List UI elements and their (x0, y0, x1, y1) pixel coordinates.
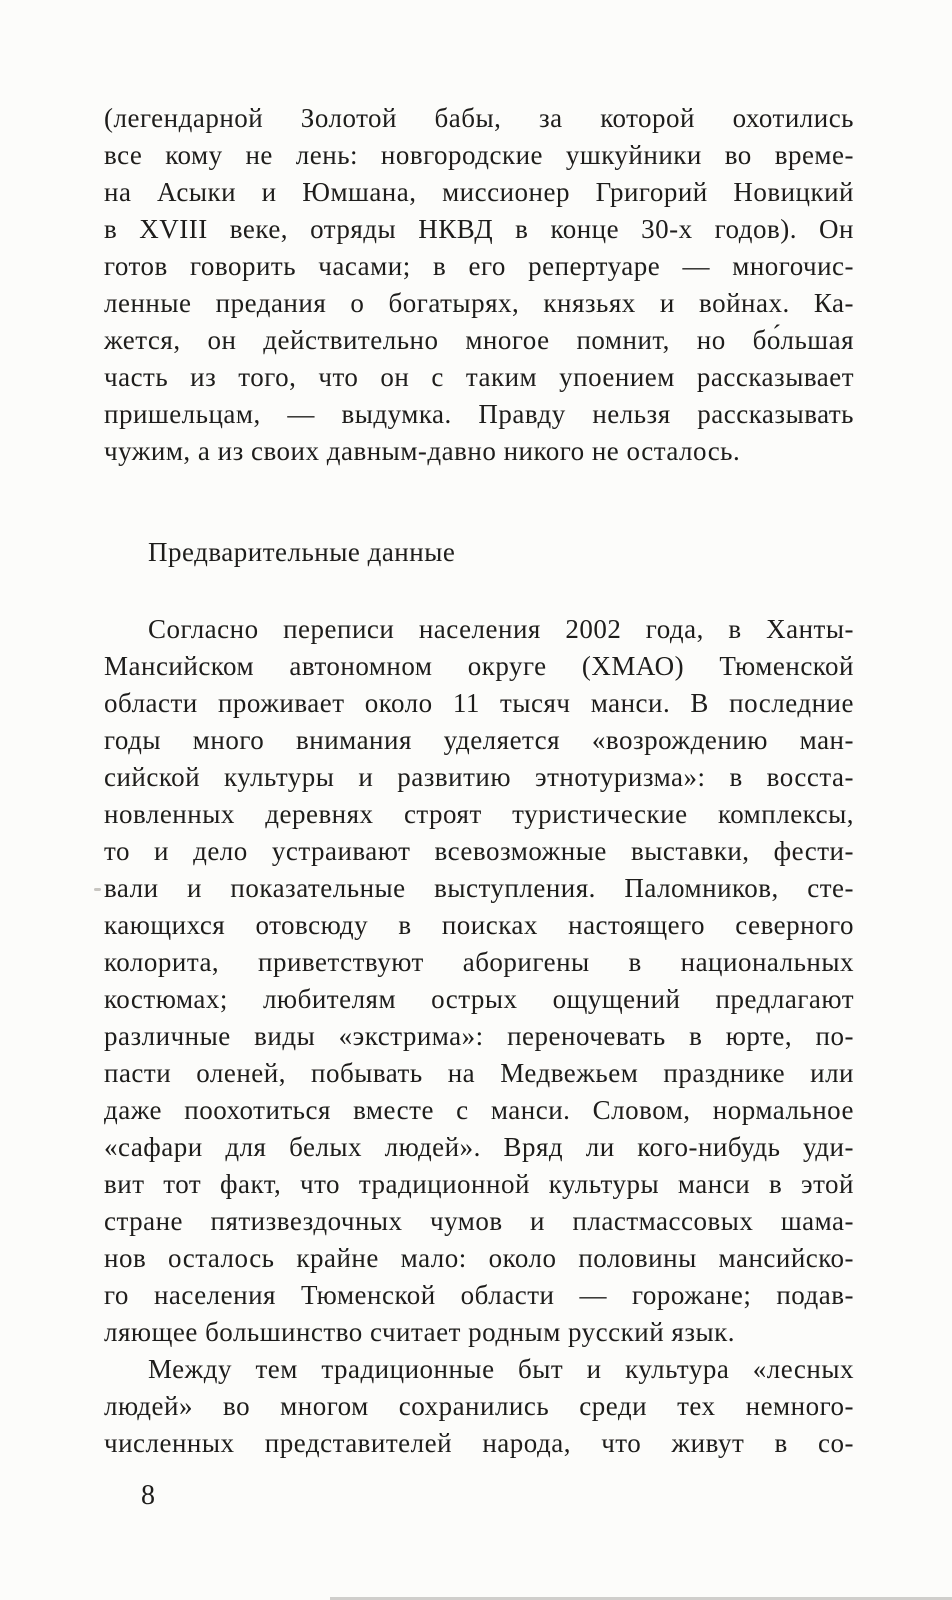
paragraph-2 (104, 611, 854, 1351)
text-line: нов осталось крайне мало: около половины мансийско- (104, 1243, 854, 1273)
text-line: пришельцам, — выдумка. Правду нельзя рассказывать (104, 399, 854, 429)
text-line: костюмах; любителям острых ощущений предлагают (104, 984, 854, 1014)
page-number: 8 (141, 1480, 156, 1511)
section-heading: Предварительные данные (148, 537, 456, 567)
text-line: Мансийском автономном округе (ХМАО) Тюменской (104, 651, 854, 681)
text-line: жется, он действительно многое помнит, но бо́льшая (104, 325, 854, 355)
text-line: часть из того, что он с таким упоением рассказывает (104, 362, 854, 392)
text-line: готов говорить часами; в его репертуаре — многочис- (104, 251, 854, 281)
text-line: «сафари для белых людей». Вряд ли кого-нибудь уди- (104, 1132, 854, 1162)
text-line: области проживает около 11 тысяч манси. В последние (104, 688, 854, 718)
text-line: то и дело устраивают всевозможные выставки, фести- (104, 836, 854, 866)
text-line: все кому не лень: новгородские ушкуйники во време- (104, 140, 854, 170)
text-line: стране пятизвездочных чумов и пластмассовых шама- (104, 1206, 854, 1236)
text-block (104, 100, 854, 1462)
text-line: на Асыки и Юмшана, миссионер Григорий Новицкий (104, 177, 854, 207)
text-line: сийской культуры и развитию этнотуризма»: в восста- (104, 762, 854, 792)
text-line: чужим, а из своих давным-давно никого не осталось. (104, 436, 741, 466)
text-line: новленных деревнях строят туристические комплексы, (104, 799, 854, 829)
text-line: (легендарной Золотой бабы, за которой охотились (104, 103, 854, 133)
text-line: вит тот факт, что традиционной культуры манси в этой (104, 1169, 854, 1199)
paragraph-3 (104, 1351, 854, 1462)
text-line: пасти оленей, побывать на Медвежьем празднике или (104, 1058, 854, 1088)
text-line: ляющее большинство считает родным русский язык. (104, 1317, 735, 1347)
text-line: Согласно переписи населения 2002 года, в Ханты- (148, 614, 854, 644)
text-line: людей» во многом сохранились среди тех немного- (104, 1391, 854, 1421)
text-line: даже поохотиться вместе с манси. Словом, нормальное (104, 1095, 854, 1125)
text-line: годы много внимания уделяется «возрождению ман- (104, 725, 854, 755)
text-line: кающихся отовсюду в поисках настоящего северного (104, 910, 854, 940)
text-line: вали и показательные выступления. Паломников, сте- (104, 873, 854, 903)
text-line: колорита, приветствуют аборигены в национальных (104, 947, 854, 977)
text-line: численных представителей народа, что живут в со- (104, 1428, 854, 1458)
text-line: в XVIII веке, отряды НКВД в конце 30-х годов). Он (104, 214, 854, 244)
scan-artifact-mark (94, 888, 101, 891)
text-line: ленные предания о богатырях, князьях и войнах. Ка- (104, 288, 854, 318)
text-line: различные виды «экстрима»: переночевать в юрте, по- (104, 1021, 854, 1051)
paragraph-1 (104, 100, 854, 470)
text-line: го населения Тюменской области — горожане; подав- (104, 1280, 854, 1310)
text-line: Между тем традиционные быт и культура «лесных (148, 1354, 854, 1384)
